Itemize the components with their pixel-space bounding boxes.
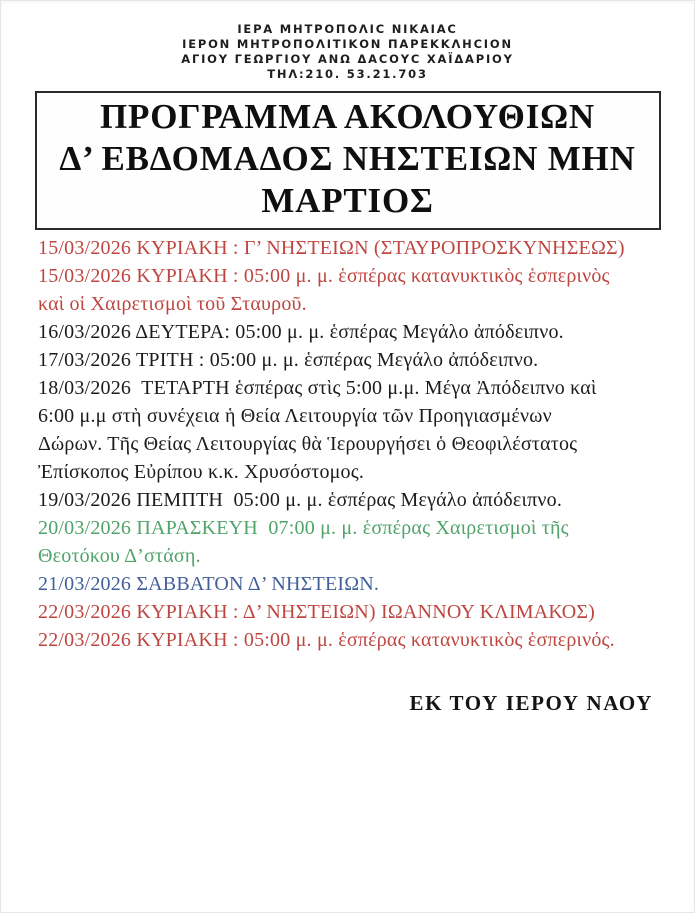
schedule-line: 6:00 μ.μ στὴ συνέχεια ἡ Θεία Λειτουργία τῶν Προηγιασμένων [38,405,552,427]
schedule-line: Θεοτόκου Δ’στάση. [38,545,201,567]
schedule-line: Ἐπίσκοπος Εὐρίπου κ.κ. Χρυσόστομος. [38,461,365,483]
letterhead-phone: ΤΗΛ:210. 53.21.703 [267,67,428,81]
title-line-2: Δ’ ΕΒΔΟΜΑΔΟΣ ΝΗΣΤΕΙΩΝ ΜΗΝ [59,139,636,178]
schedule-line: 15/03/2026 ΚΥΡΙΑΚΗ : 05:00 μ. μ. ἑσπέρας κατανυκτικὸς ἑσπερινὸς [38,265,610,287]
schedule-line: 19/03/2026 ΠΕΜΠΤΗ 05:00 μ. μ. ἑσπέρας Μεγάλο ἀπόδειπνο. [38,489,563,511]
letterhead-line-1: ΙΕΡΑ ΜΗΤΡΟΠΟΛΙC ΝΙΚΑΙΑC [237,22,458,36]
schedule [38,234,660,654]
schedule-line: 22/03/2026 ΚΥΡΙΑΚΗ : 05:00 μ. μ. ἑσπέρας κατανυκτικὸς ἑσπερινός. [38,629,615,651]
letterhead-line-3: ΑΓΙΟΥ ΓΕΩΡΓΙΟΥ ΑΝΩ ΔΑCΟΥC ΧΑΪΔΑΡΙΟΥ [181,52,514,66]
letterhead [0,0,695,82]
schedule-line: καὶ οἱ Χαιρετισμοὶ τοῦ Σταυροῦ. [38,293,307,315]
title-line-3: ΜΑΡΤΙΟΣ [261,181,434,220]
schedule-line: 20/03/2026 ΠΑΡΑΣΚΕΥΗ 07:00 μ. μ. ἑσπέρας Χαιρετισμοὶ τῆς [38,517,569,539]
schedule-line: 18/03/2026 ΤΕΤΑΡΤΗ ἑσπέρας στὶς 5:00 μ.μ. Μέγα Ἀπόδειπνο καὶ [38,377,597,399]
schedule-line: 22/03/2026 ΚΥΡΙΑΚΗ : Δ’ ΝΗΣΤΕΙΩΝ) ΙΩΑΝΝΟΥ ΚΛΙΜΑΚΟΣ) [38,601,596,623]
schedule-line: 21/03/2026 ΣΑΒΒΑΤΟΝ Δ’ ΝΗΣΤΕΙΩΝ. [38,573,380,595]
schedule-line: Δώρων. Τῆς Θείας Λειτουργίας θὰ Ἱερουργήσει ὁ Θεοφιλέστατος [38,433,578,455]
title-line-1: ΠΡΟΓΡΑΜΜΑ ΑΚΟΛΟΥΘΙΩΝ [99,97,596,136]
letterhead-line-2: ΙΕΡΟΝ ΜΗΤΡΟΠΟΛΙΤΙΚΟΝ ΠΑΡΕΚΚΛΗCΙΟΝ [182,37,513,51]
title-box [35,91,661,230]
schedule-line: 17/03/2026 ΤΡΙΤΗ : 05:00 μ. μ. ἑσπέρας Μεγάλο ἀπόδειπνο. [38,349,539,371]
closing-signature: ΕΚ ΤΟΥ ΙΕΡΟΥ ΝΑΟΥ [409,691,653,715]
schedule-line: 16/03/2026 ΔΕΥΤΕΡΑ: 05:00 μ. μ. ἑσπέρας Μεγάλο ἀπόδειπνο. [38,321,564,343]
schedule-line: 15/03/2026 ΚΥΡΙΑΚΗ : Γ’ ΝΗΣΤΕΙΩΝ (ΣΤΑΥΡΟΠΡΟΣΚΥΝΗΣΕΩΣ) [38,237,625,259]
